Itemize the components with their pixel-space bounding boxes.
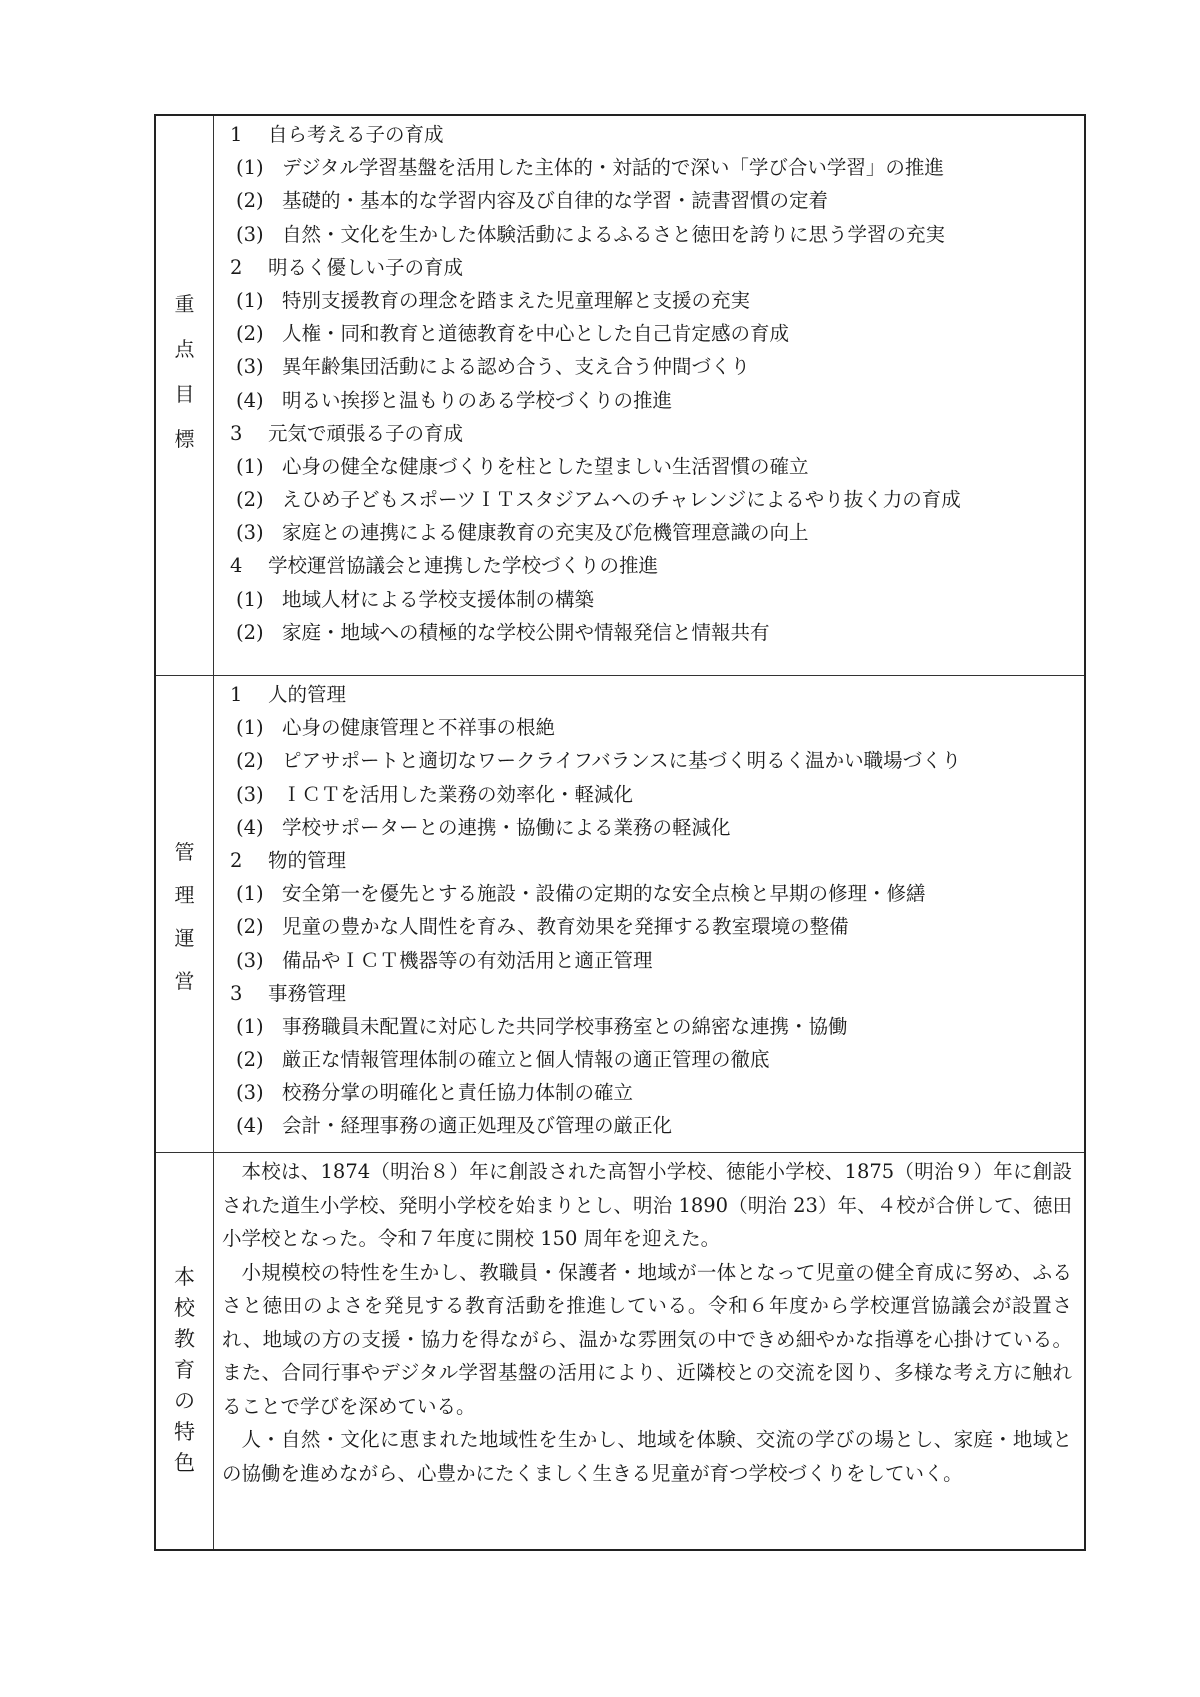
goal-item (228, 516, 1076, 549)
management-item (228, 711, 1076, 744)
management-item (228, 910, 1076, 943)
label-char: 管 (174, 840, 195, 864)
item-text: 自然・文化を生かした体験活動によるふるさと徳田を誇りに思う学習の充実 (282, 222, 946, 246)
item-number: (2) (236, 620, 264, 644)
item-number: (1) (236, 716, 264, 740)
item-number: (2) (236, 189, 264, 213)
item-text: 心身の健全な健康づくりを柱とした望ましい生活習慣の確立 (282, 454, 809, 478)
item-text: 安全第一を優先とする施設・設備の定期的な安全点検と早期の修理・修繕 (282, 882, 926, 906)
heading-number: 3 (230, 981, 243, 1005)
item-text: 明るい挨拶と温もりのある学校づくりの推進 (282, 388, 673, 412)
section-label (156, 288, 213, 452)
management-item (228, 1043, 1076, 1076)
item-number: (3) (236, 1081, 264, 1105)
item-text: 備品やＩＣＴ機器等の有効活用と適正管理 (282, 948, 653, 972)
goal-item (228, 317, 1076, 350)
label-char: 運 (174, 926, 195, 950)
section-school-features (156, 1152, 1084, 1549)
management-item (228, 1076, 1076, 1109)
management-item (228, 778, 1076, 811)
heading-number: 2 (230, 848, 243, 872)
item-number: (2) (236, 915, 264, 939)
item-number: (3) (236, 355, 264, 379)
heading-number: 1 (230, 123, 243, 146)
item-number: (1) (236, 1014, 264, 1038)
item-text: 厳正な情報管理体制の確立と個人情報の適正管理の徹底 (282, 1048, 770, 1072)
item-text: 地域人材による学校支援体制の構築 (282, 587, 595, 611)
item-number: (1) (236, 156, 264, 180)
goal-item (228, 350, 1076, 383)
label-char: 点 (174, 337, 195, 361)
school-plan-table (154, 114, 1086, 1551)
goal-heading (228, 118, 1076, 151)
management-item (228, 877, 1076, 910)
goal-item (228, 583, 1076, 616)
item-number: (3) (236, 521, 264, 545)
item-text: 会計・経理事務の適正処理及び管理の厳正化 (282, 1114, 673, 1138)
heading-text: 事務管理 (268, 981, 347, 1005)
item-number: (2) (236, 322, 264, 346)
item-text: 人権・同和教育と道徳教育を中心とした自己肯定感の育成 (282, 322, 790, 346)
item-number: (1) (236, 288, 264, 312)
label-char: 教 (174, 1327, 195, 1351)
item-text: 心身の健康管理と不祥事の根絶 (282, 716, 556, 740)
feature-paragraph: 小規模校の特性を生かし、教職員・保護者・地域が一体となって児童の健全育成に努め、ふるさと徳田のよさを発見する教育活動を推進している。令和６年度から学校運営協議会が設置され、地域の方の支援・協力を得ながら、温かな雰囲気の中できめ細やかな指導を心掛けている。また、合同行事やデジタル学習基盤の活用により、近隣校との交流を図り、多様な考え方に触れることで学びを深めている。 (222, 1260, 1072, 1418)
goal-heading (228, 417, 1076, 450)
item-text: デジタル学習基盤を活用した主体的・対話的で深い「学び合い学習」の推進 (282, 156, 944, 180)
section-content (228, 678, 1076, 1143)
item-text: 基礎的・基本的な学習内容及び自律的な学習・読書習慣の定着 (282, 189, 829, 213)
item-number: (4) (236, 388, 264, 412)
management-item (228, 811, 1076, 844)
item-number: (2) (236, 749, 264, 773)
heading-text: 元気で頑張る子の育成 (268, 421, 464, 445)
heading-text: 学校運営協議会と連携した学校づくりの推進 (268, 554, 659, 578)
item-text: ピアサポートと適切なワークライフバランスに基づく明るく温かい職場づくり (282, 749, 962, 773)
section-label (156, 836, 213, 994)
label-char: 校 (174, 1296, 195, 1320)
item-number: (2) (236, 488, 264, 512)
goal-heading (228, 251, 1076, 284)
label-char: 理 (174, 883, 195, 907)
heading-number: 3 (230, 421, 243, 445)
item-number: (4) (236, 815, 264, 839)
management-item (228, 944, 1076, 977)
item-text: 異年齢集団活動による認め合う、支え合う仲間づくり (282, 355, 751, 379)
management-heading (228, 977, 1076, 1010)
management-heading (228, 678, 1076, 711)
item-text: 家庭・地域への積極的な学校公開や情報発信と情報共有 (282, 620, 770, 644)
feature-paragraph: 本校は、1874（明治８）年に創設された高智小学校、徳能小学校、1875（明治９）年に創設された道生小学校、発明小学校を始まりとし、明治 1890（明治 23）年、４校が合併して、徳田小学校となった。令和７年度に開校 150 周年を迎えた。 (222, 1160, 1072, 1250)
section-priority-goals (156, 116, 1084, 675)
section-management (156, 675, 1084, 1153)
management-item (228, 1010, 1076, 1043)
label-char: 本 (174, 1265, 195, 1289)
heading-text: 人的管理 (268, 683, 347, 706)
label-char: 色 (174, 1451, 195, 1475)
goal-item (228, 218, 1076, 251)
section-content (228, 118, 1076, 649)
label-char: 標 (174, 427, 195, 451)
management-heading (228, 844, 1076, 877)
section-label-cell (156, 676, 214, 1153)
heading-text: 自ら考える子の育成 (268, 123, 444, 146)
goal-item (228, 616, 1076, 649)
heading-text: 明るく優しい子の育成 (268, 255, 464, 279)
section-content (222, 1155, 1072, 1490)
item-text: ＩＣＴを活用した業務の効率化・軽減化 (282, 782, 634, 806)
goal-item (228, 184, 1076, 217)
item-text: 校務分掌の明確化と責任協力体制の確立 (282, 1081, 634, 1105)
management-item (228, 744, 1076, 777)
label-char: 目 (174, 382, 195, 406)
item-text: えひめ子どもスポーツＩＴスタジアムへのチャレンジによるやり抜く力の育成 (282, 488, 961, 512)
label-char: 営 (174, 969, 195, 993)
item-text: 学校サポーターとの連携・協働による業務の軽減化 (282, 815, 731, 839)
item-number: (4) (236, 1114, 264, 1138)
heading-number: 1 (230, 683, 243, 706)
heading-number: 2 (230, 255, 243, 279)
section-label (156, 1261, 213, 1477)
feature-paragraph: 人・自然・文化に恵まれた地域性を生かし、地域を体験、交流の学びの場とし、家庭・地域との協働を進めながら、心豊かにたくましく生きる児童が育つ学校づくりをしていく。 (222, 1428, 1072, 1485)
label-char: 重 (174, 292, 195, 316)
item-number: (1) (236, 454, 264, 478)
item-number: (2) (236, 1048, 264, 1072)
section-label-cell (156, 116, 214, 675)
item-text: 児童の豊かな人間性を育み、教育効果を発揮する教室環境の整備 (282, 915, 849, 939)
goal-item (228, 483, 1076, 516)
item-number: (3) (236, 222, 264, 246)
item-number: (3) (236, 948, 264, 972)
goal-heading (228, 549, 1076, 582)
goal-item (228, 450, 1076, 483)
item-number: (3) (236, 782, 264, 806)
goal-item (228, 384, 1076, 417)
item-text: 事務職員未配置に対応した共同学校事務室との綿密な連携・協働 (282, 1014, 848, 1038)
goal-item (228, 284, 1076, 317)
goal-item (228, 151, 1076, 184)
label-char: の (174, 1389, 195, 1413)
item-number: (1) (236, 587, 264, 611)
label-char: 特 (174, 1420, 195, 1444)
label-char: 育 (174, 1358, 195, 1382)
item-text: 特別支援教育の理念を踏まえた児童理解と支援の充実 (282, 288, 751, 312)
section-label-cell (156, 1153, 214, 1549)
item-text: 家庭との連携による健康教育の充実及び危機管理意識の向上 (282, 521, 809, 545)
heading-text: 物的管理 (268, 848, 347, 872)
management-item (228, 1109, 1076, 1142)
item-number: (1) (236, 882, 264, 906)
heading-number: 4 (230, 554, 243, 578)
